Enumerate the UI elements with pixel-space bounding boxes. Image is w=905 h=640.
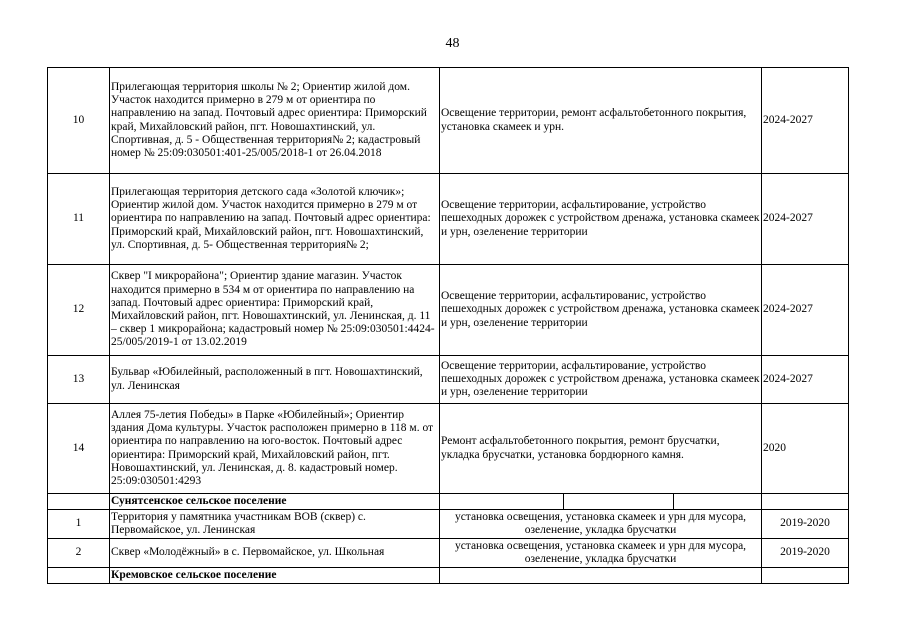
row-number: 1: [48, 510, 110, 539]
location-cell: Сквер "I микрорайона"; Ориентир здание магазин. Участок находится примерно в 534 м от ориентира по направлению на запад. Почтовый адрес ориентира: Приморский край, Михайловский район, пгт. Новошахтинский, ул. Ленинская, д. 11 – сквер 1 микрорайона; кадастровый номер № 25:09:030501:4424-25/005/2019-1 от 13.02.2019: [110, 265, 440, 356]
table-row: [48, 174, 849, 265]
works-cell: установка освещения, установка скамеек и урн для мусора, озеленение, укладка брусчатки: [440, 510, 762, 539]
row-number: 12: [48, 265, 110, 356]
empty-cell: [674, 494, 762, 510]
row-number: 11: [48, 174, 110, 265]
works-cell: установка освещения, установка скамеек и урн для мусора, озеленение, укладка брусчатки: [440, 539, 762, 568]
section-row: [48, 568, 849, 584]
table-row: [48, 265, 849, 356]
row-number: 10: [48, 68, 110, 174]
section-title: Сунятсенское сельское поселение: [110, 494, 440, 510]
section-title: Кремовское сельское поселение: [110, 568, 440, 584]
works-cell: Освещение территории, ремонт асфальтобетонного покрытия, установка скамеек и урн.: [440, 68, 762, 174]
empty-cell: [762, 494, 849, 510]
works-cell: Освещение территории, асфальтированис, устройство пешеходных дорожек с устройством дренажа, установка скамеек и урн, озеленение территории: [440, 265, 762, 356]
row-number: 14: [48, 404, 110, 494]
works-cell: Освещение территории, асфальтирование, устройство пешеходных дорожек с устройством дренажа, установка скамеек и урн, озеленение территории: [440, 356, 762, 404]
period-cell: 2024-2027: [762, 356, 849, 404]
location-cell: Бульвар «Юбилейный, расположенный в пгт. Новошахтинский, ул. Ленинская: [110, 356, 440, 404]
empty-cell: [564, 494, 674, 510]
table-row: [48, 404, 849, 494]
location-cell: Территория у памятника участникам ВОВ (сквер) с. Первомайское, ул. Ленинская: [110, 510, 440, 539]
period-cell: 2024-2027: [762, 174, 849, 265]
table-row: [48, 356, 849, 404]
improvement-table: [47, 67, 849, 584]
table-row: [48, 539, 849, 568]
period-cell: 2024-2027: [762, 68, 849, 174]
table-row: [48, 510, 849, 539]
works-cell: Освещение территории, асфальтирование, устройство пешеходных дорожек с устройством дренажа, установка скамеек и урн, озеленение территории: [440, 174, 762, 265]
period-cell: 2020: [762, 404, 849, 494]
period-cell: 2019-2020: [762, 510, 849, 539]
table-row: [48, 68, 849, 174]
location-cell: Сквер «Молодёжный» в с. Первомайское, ул. Школьная: [110, 539, 440, 568]
row-number: 13: [48, 356, 110, 404]
empty-cell: [440, 494, 564, 510]
works-cell: Ремонт асфальтобетонного покрытия, ремонт брусчатки, укладка брусчатки, установка бордюрного камня.: [440, 404, 762, 494]
period-cell: 2024-2027: [762, 265, 849, 356]
empty-cell: [48, 568, 110, 584]
row-number: 2: [48, 539, 110, 568]
empty-cell: [762, 568, 849, 584]
location-cell: Прилегающая территория детского сада «Золотой ключик»; Ориентир жилой дом. Участок находится примерно в 279 м от ориентира по направлению на запад. Почтовый адрес ориентира: Приморский край, Михайловский район, пгт. Новошахтинский, ул. Спортивная, д. 5- Общественная территория№ 2;: [110, 174, 440, 265]
page-number: 48: [445, 36, 460, 51]
period-cell: 2019-2020: [762, 539, 849, 568]
empty-cell: [440, 568, 762, 584]
location-cell: Прилегающая территория школы № 2; Ориентир жилой дом. Участок находится примерно в 279 м от ориентира по направлению на запад. Почтовый адрес ориентира: Приморский край, Михайловский район, пгт. Новошахтинский, ул. Спортивная, д. 5 - Общественная территория№ 2; кадастровый номер № 25:09:030501:401-25/005/2018-1 от 26.04.2018: [110, 68, 440, 174]
empty-cell: [48, 494, 110, 510]
section-row: [48, 494, 849, 510]
location-cell: Аллея 75-летия Победы» в Парке «Юбилейный»; Ориентир здания Дома культуры. Участок расположен примерно в 118 м. от ориентира по направлению на юго-восток. Почтовый адрес ориентира: Приморский край, Михайловский район, пгт. Новошахтинский, ул. Ленинская, д. 8. кадастровый номер. 25:09:030501:4293: [110, 404, 440, 494]
